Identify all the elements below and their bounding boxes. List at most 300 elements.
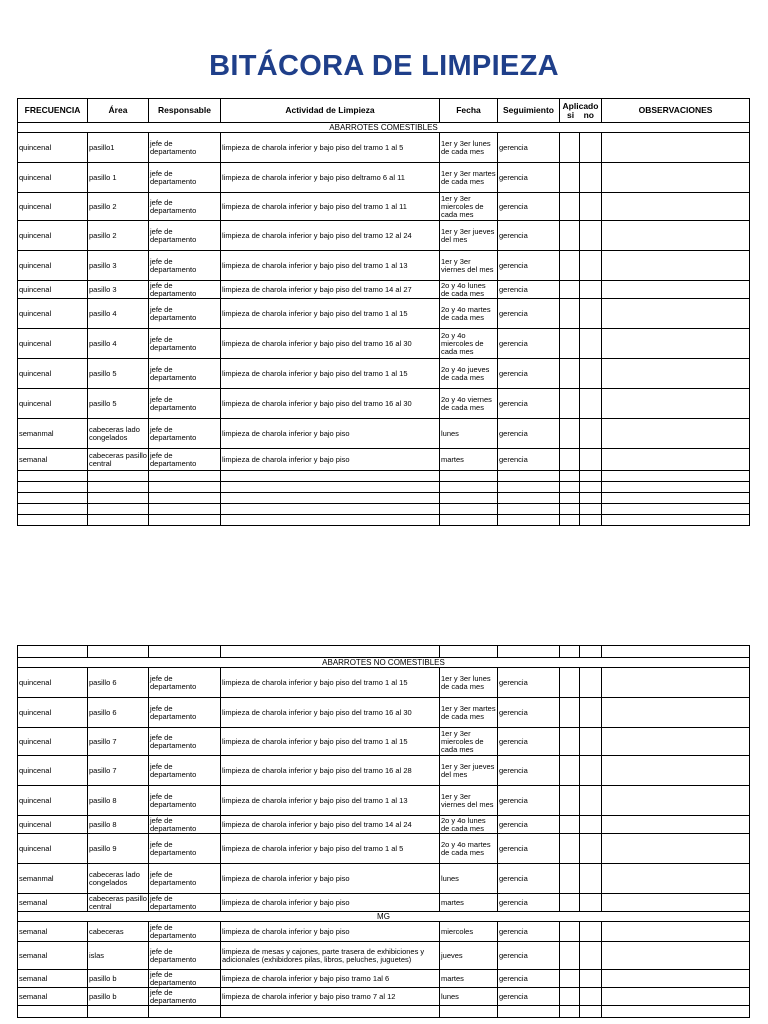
empty-cell[interactable] xyxy=(18,515,88,526)
empty-cell[interactable] xyxy=(149,482,221,493)
aplicado-no-cell[interactable] xyxy=(580,419,602,449)
table-row xyxy=(18,894,750,912)
empty-cell[interactable] xyxy=(498,493,560,504)
empty-cell[interactable] xyxy=(221,482,440,493)
header-aplicado xyxy=(560,99,602,123)
empty-cell[interactable] xyxy=(560,471,580,482)
seguimiento-cell: gerencia xyxy=(498,894,560,912)
observaciones-cell[interactable] xyxy=(602,988,750,1006)
empty-cell[interactable] xyxy=(149,504,221,515)
responsable-cell: jefe de departamento xyxy=(149,786,221,816)
empty-cell[interactable] xyxy=(440,493,498,504)
observaciones-cell[interactable] xyxy=(602,163,750,193)
empty-cell[interactable] xyxy=(88,515,149,526)
empty-cell[interactable] xyxy=(580,493,602,504)
observaciones-cell[interactable] xyxy=(602,389,750,419)
responsable-cell: jefe de departamento xyxy=(149,816,221,834)
area-cell: pasillo 4 xyxy=(88,299,149,329)
fecha-cell: martes xyxy=(440,894,498,912)
aplicado-no-cell[interactable] xyxy=(580,894,602,912)
aplicado-no-cell[interactable] xyxy=(580,281,602,299)
empty-cell[interactable] xyxy=(580,471,602,482)
frecuencia-cell: quincenal xyxy=(18,281,88,299)
responsable-cell: jefe de departamento xyxy=(149,988,221,1006)
aplicado-no-cell[interactable] xyxy=(580,163,602,193)
empty-cell[interactable] xyxy=(498,646,560,658)
fecha-cell: 1er y 3er jueves del mes xyxy=(440,221,498,251)
table-row xyxy=(18,864,750,894)
aplicado-si-cell[interactable] xyxy=(560,786,580,816)
empty-cell[interactable] xyxy=(221,515,440,526)
frecuencia-cell: semanal xyxy=(18,988,88,1006)
empty-row xyxy=(18,482,750,493)
aplicado-si-cell[interactable] xyxy=(560,419,580,449)
aplicado-no-cell[interactable] xyxy=(580,786,602,816)
fecha-cell: 1er y 3er viernes del mes xyxy=(440,251,498,281)
responsable-cell: jefe de departamento xyxy=(149,894,221,912)
empty-cell[interactable] xyxy=(18,493,88,504)
empty-cell[interactable] xyxy=(560,646,580,658)
actividad-cell: limpieza de charola inferior y bajo piso tramo 7 al 12 xyxy=(221,988,440,1006)
table-row xyxy=(18,698,750,728)
table-row xyxy=(18,668,750,698)
fecha-cell: lunes xyxy=(440,988,498,1006)
aplicado-si-cell[interactable] xyxy=(560,133,580,163)
observaciones-cell[interactable] xyxy=(602,864,750,894)
aplicado-si-cell[interactable] xyxy=(560,359,580,389)
actividad-cell: limpieza de charola inferior y bajo piso xyxy=(221,922,440,942)
seguimiento-cell: gerencia xyxy=(498,834,560,864)
observaciones-cell[interactable] xyxy=(602,894,750,912)
table-row xyxy=(18,163,750,193)
aplicado-si-cell[interactable] xyxy=(560,922,580,942)
aplicado-no-cell[interactable] xyxy=(580,251,602,281)
fecha-cell: lunes xyxy=(440,419,498,449)
empty-cell[interactable] xyxy=(560,504,580,515)
fecha-cell: 2o y 4o jueves de cada mes xyxy=(440,359,498,389)
empty-cell[interactable] xyxy=(498,471,560,482)
observaciones-cell[interactable] xyxy=(602,193,750,221)
area-cell: pasillo 3 xyxy=(88,281,149,299)
empty-cell[interactable] xyxy=(440,646,498,658)
responsable-cell: jefe de departamento xyxy=(149,389,221,419)
table-row xyxy=(18,970,750,988)
observaciones-cell[interactable] xyxy=(602,251,750,281)
aplicado-si-cell[interactable] xyxy=(560,864,580,894)
aplicado-no-cell[interactable] xyxy=(580,698,602,728)
actividad-cell: limpieza de charola inferior y bajo piso del tramo 16 al 28 xyxy=(221,756,440,786)
aplicado-si-cell[interactable] xyxy=(560,281,580,299)
empty-cell[interactable] xyxy=(88,504,149,515)
actividad-cell: limpieza de charola inferior y bajo piso deltramo 6 al 11 xyxy=(221,163,440,193)
aplicado-si-cell[interactable] xyxy=(560,163,580,193)
header-si-no xyxy=(561,111,600,120)
seguimiento-cell: gerencia xyxy=(498,449,560,471)
aplicado-no-cell[interactable] xyxy=(580,221,602,251)
empty-cell[interactable] xyxy=(580,482,602,493)
seguimiento-cell: gerencia xyxy=(498,163,560,193)
aplicado-no-cell[interactable] xyxy=(580,864,602,894)
empty-cell[interactable] xyxy=(602,646,750,658)
responsable-cell: jefe de departamento xyxy=(149,864,221,894)
area-cell: pasillo1 xyxy=(88,133,149,163)
observaciones-cell[interactable] xyxy=(602,942,750,970)
empty-cell[interactable] xyxy=(580,504,602,515)
observaciones-cell[interactable] xyxy=(602,816,750,834)
empty-cell[interactable] xyxy=(149,515,221,526)
aplicado-si-cell[interactable] xyxy=(560,389,580,419)
empty-cell[interactable] xyxy=(18,482,88,493)
aplicado-no-cell[interactable] xyxy=(580,299,602,329)
aplicado-no-cell[interactable] xyxy=(580,756,602,786)
seguimiento-cell: gerencia xyxy=(498,359,560,389)
seguimiento-cell: gerencia xyxy=(498,816,560,834)
aplicado-si-cell[interactable] xyxy=(560,698,580,728)
empty-cell[interactable] xyxy=(602,1006,750,1018)
table-row xyxy=(18,329,750,359)
frecuencia-cell: quincenal xyxy=(18,816,88,834)
header-observaciones: OBSERVACIONES xyxy=(602,99,750,123)
seguimiento-cell: gerencia xyxy=(498,698,560,728)
responsable-cell: jefe de departamento xyxy=(149,251,221,281)
aplicado-no-cell[interactable] xyxy=(580,728,602,756)
empty-row xyxy=(18,504,750,515)
empty-cell[interactable] xyxy=(602,515,750,526)
fecha-cell: 2o y 4o martes de cada mes xyxy=(440,834,498,864)
empty-cell[interactable] xyxy=(498,515,560,526)
aplicado-si-cell[interactable] xyxy=(560,449,580,471)
aplicado-si-cell[interactable] xyxy=(560,728,580,756)
observaciones-cell[interactable] xyxy=(602,834,750,864)
empty-cell[interactable] xyxy=(498,1006,560,1018)
empty-row xyxy=(18,471,750,482)
seguimiento-cell: gerencia xyxy=(498,133,560,163)
aplicado-no-cell[interactable] xyxy=(580,834,602,864)
observaciones-cell[interactable] xyxy=(602,728,750,756)
empty-cell[interactable] xyxy=(18,646,88,658)
table-row xyxy=(18,922,750,942)
seguimiento-cell: gerencia xyxy=(498,942,560,970)
cleaning-log-table-1 xyxy=(17,98,750,526)
responsable-cell: jefe de departamento xyxy=(149,756,221,786)
aplicado-si-cell[interactable] xyxy=(560,970,580,988)
frecuencia-cell: quincenal xyxy=(18,221,88,251)
aplicado-si-cell[interactable] xyxy=(560,251,580,281)
aplicado-si-cell[interactable] xyxy=(560,329,580,359)
frecuencia-cell: semanmal xyxy=(18,864,88,894)
aplicado-no-cell[interactable] xyxy=(580,668,602,698)
empty-cell[interactable] xyxy=(602,504,750,515)
frecuencia-cell: semanal xyxy=(18,449,88,471)
empty-cell[interactable] xyxy=(602,471,750,482)
actividad-cell: limpieza de charola inferior y bajo piso xyxy=(221,449,440,471)
table-row xyxy=(18,728,750,756)
actividad-cell: limpieza de charola inferior y bajo piso del tramo 12 al 24 xyxy=(221,221,440,251)
seguimiento-cell: gerencia xyxy=(498,419,560,449)
empty-cell[interactable] xyxy=(221,471,440,482)
area-cell: pasillo 5 xyxy=(88,359,149,389)
empty-cell[interactable] xyxy=(149,471,221,482)
seguimiento-cell: gerencia xyxy=(498,251,560,281)
aplicado-si-cell[interactable] xyxy=(560,988,580,1006)
seguimiento-cell: gerencia xyxy=(498,922,560,942)
empty-cell[interactable] xyxy=(498,482,560,493)
fecha-cell: 1er y 3er jueves del mes xyxy=(440,756,498,786)
aplicado-si-cell[interactable] xyxy=(560,894,580,912)
frecuencia-cell: semanal xyxy=(18,922,88,942)
header-frecuencia: FRECUENCIA xyxy=(18,99,88,123)
responsable-cell: jefe de departamento xyxy=(149,281,221,299)
actividad-cell: limpieza de charola inferior y bajo piso del tramo 1 al 5 xyxy=(221,133,440,163)
aplicado-no-cell[interactable] xyxy=(580,133,602,163)
fecha-cell: 1er y 3er miercoles de cada mes xyxy=(440,193,498,221)
empty-row xyxy=(18,646,750,658)
frecuencia-cell: semanal xyxy=(18,894,88,912)
seguimiento-cell: gerencia xyxy=(498,728,560,756)
responsable-cell: jefe de departamento xyxy=(149,449,221,471)
empty-cell[interactable] xyxy=(440,471,498,482)
frecuencia-cell: quincenal xyxy=(18,389,88,419)
responsable-cell: jefe de departamento xyxy=(149,221,221,251)
frecuencia-cell: quincenal xyxy=(18,193,88,221)
actividad-cell: limpieza de charola inferior y bajo piso del tramo 16 al 30 xyxy=(221,698,440,728)
responsable-cell: jefe de departamento xyxy=(149,163,221,193)
aplicado-si-cell[interactable] xyxy=(560,221,580,251)
aplicado-si-cell[interactable] xyxy=(560,834,580,864)
actividad-cell: limpieza de mesas y cajones, parte trasera de exhibiciones y adicionales (exhibidores pilas, libros, peluches, juguetes) xyxy=(221,942,440,970)
cleaning-log-table-2 xyxy=(17,645,750,1018)
actividad-cell: limpieza de charola inferior y bajo piso tramo 1al 6 xyxy=(221,970,440,988)
fecha-cell: 2o y 4o martes de cada mes xyxy=(440,299,498,329)
header-seguimiento: Seguimiento xyxy=(498,99,560,123)
actividad-cell: limpieza de charola inferior y bajo piso del tramo 1 al 11 xyxy=(221,193,440,221)
empty-cell[interactable] xyxy=(88,1006,149,1018)
aplicado-no-cell[interactable] xyxy=(580,970,602,988)
seguimiento-cell: gerencia xyxy=(498,221,560,251)
observaciones-cell[interactable] xyxy=(602,329,750,359)
frecuencia-cell: semanal xyxy=(18,970,88,988)
empty-cell[interactable] xyxy=(88,471,149,482)
empty-cell[interactable] xyxy=(221,646,440,658)
area-cell: cabeceras pasillo central xyxy=(89,893,147,911)
seguimiento-cell: gerencia xyxy=(498,970,560,988)
fecha-cell: 2o y 4o lunes de cada mes xyxy=(440,281,498,299)
aplicado-no-cell[interactable] xyxy=(580,449,602,471)
aplicado-no-cell[interactable] xyxy=(580,988,602,1006)
frecuencia-cell: quincenal xyxy=(18,359,88,389)
responsable-cell: jefe de departamento xyxy=(149,834,221,864)
aplicado-si-cell[interactable] xyxy=(560,816,580,834)
empty-row xyxy=(18,515,750,526)
seguimiento-cell: gerencia xyxy=(498,668,560,698)
empty-cell[interactable] xyxy=(498,504,560,515)
aplicado-no-cell[interactable] xyxy=(580,922,602,942)
observaciones-cell[interactable] xyxy=(602,133,750,163)
area-cell: islas xyxy=(88,942,149,970)
responsable-cell: jefe de departamento xyxy=(149,942,221,970)
header-aplicado-label: Aplicado xyxy=(562,100,599,111)
section-title: MG xyxy=(18,912,750,922)
empty-cell[interactable] xyxy=(602,482,750,493)
empty-cell[interactable] xyxy=(440,515,498,526)
empty-cell[interactable] xyxy=(580,1006,602,1018)
section-title: ABARROTES COMESTIBLES xyxy=(18,123,750,133)
empty-row xyxy=(18,493,750,504)
fecha-cell: 2o y 4o viernes de cada mes xyxy=(440,389,498,419)
responsable-cell: jefe de departamento xyxy=(149,419,221,449)
table-row xyxy=(18,419,750,449)
aplicado-no-cell[interactable] xyxy=(580,942,602,970)
empty-cell[interactable] xyxy=(149,646,221,658)
actividad-cell: limpieza de charola inferior y bajo piso del tramo 1 al 15 xyxy=(221,728,440,756)
empty-cell[interactable] xyxy=(560,1006,580,1018)
area-cell: pasillo 9 xyxy=(88,834,149,864)
observaciones-cell[interactable] xyxy=(602,359,750,389)
actividad-cell: limpieza de charola inferior y bajo piso del tramo 16 al 30 xyxy=(221,329,440,359)
responsable-cell: jefe de departamento xyxy=(149,668,221,698)
seguimiento-cell: gerencia xyxy=(498,756,560,786)
seguimiento-cell: gerencia xyxy=(498,281,560,299)
frecuencia-cell: quincenal xyxy=(18,329,88,359)
observaciones-cell[interactable] xyxy=(602,281,750,299)
empty-cell[interactable] xyxy=(560,482,580,493)
area-cell: cabeceras xyxy=(88,922,149,942)
seguimiento-cell: gerencia xyxy=(498,988,560,1006)
aplicado-no-cell[interactable] xyxy=(580,389,602,419)
table-row xyxy=(18,359,750,389)
empty-cell[interactable] xyxy=(18,504,88,515)
actividad-cell: limpieza de charola inferior y bajo piso xyxy=(221,864,440,894)
responsable-cell: jefe de departamento xyxy=(149,133,221,163)
empty-cell[interactable] xyxy=(88,482,149,493)
frecuencia-cell: quincenal xyxy=(18,834,88,864)
empty-cell[interactable] xyxy=(580,646,602,658)
observaciones-cell[interactable] xyxy=(602,419,750,449)
area-cell: pasillo 8 xyxy=(88,816,149,834)
table-row xyxy=(18,756,750,786)
seguimiento-cell: gerencia xyxy=(498,864,560,894)
responsable-cell: jefe de departamento xyxy=(149,698,221,728)
observaciones-cell[interactable] xyxy=(602,449,750,471)
actividad-cell: limpieza de charola inferior y bajo piso del tramo 1 al 13 xyxy=(221,251,440,281)
actividad-cell: limpieza de charola inferior y bajo piso xyxy=(221,894,440,912)
seguimiento-cell: gerencia xyxy=(498,299,560,329)
aplicado-si-cell[interactable] xyxy=(560,193,580,221)
aplicado-si-cell[interactable] xyxy=(560,942,580,970)
area-cell: cabeceras pasillo central xyxy=(88,449,149,471)
aplicado-si-cell[interactable] xyxy=(560,299,580,329)
area-cell: pasillo 1 xyxy=(88,163,149,193)
observaciones-cell[interactable] xyxy=(602,970,750,988)
seguimiento-cell: gerencia xyxy=(498,329,560,359)
empty-cell[interactable] xyxy=(440,482,498,493)
table-row xyxy=(18,133,750,163)
area-cell: pasillo b xyxy=(88,970,149,988)
empty-cell[interactable] xyxy=(149,493,221,504)
empty-cell[interactable] xyxy=(560,515,580,526)
responsable-cell: jefe de departamento xyxy=(149,922,221,942)
empty-cell[interactable] xyxy=(221,1006,440,1018)
area-cell: pasillo 7 xyxy=(88,756,149,786)
section-row xyxy=(18,658,750,668)
table-row xyxy=(18,786,750,816)
empty-cell[interactable] xyxy=(88,646,149,658)
seguimiento-cell: gerencia xyxy=(498,389,560,419)
section-title: ABARROTES NO COMESTIBLES xyxy=(18,658,750,668)
area-cell: pasillo 3 xyxy=(88,251,149,281)
empty-cell[interactable] xyxy=(602,493,750,504)
frecuencia-cell: semanal xyxy=(18,942,88,970)
aplicado-no-cell[interactable] xyxy=(580,816,602,834)
empty-cell[interactable] xyxy=(440,504,498,515)
empty-cell[interactable] xyxy=(18,471,88,482)
empty-cell[interactable] xyxy=(221,504,440,515)
area-cell: pasillo 6 xyxy=(88,698,149,728)
frecuencia-cell: quincenal xyxy=(18,133,88,163)
header-no: no xyxy=(583,109,594,120)
area-cell: pasillo 8 xyxy=(88,786,149,816)
table-row xyxy=(18,816,750,834)
table-row xyxy=(18,251,750,281)
aplicado-no-cell[interactable] xyxy=(580,329,602,359)
observaciones-cell[interactable] xyxy=(602,786,750,816)
empty-cell[interactable] xyxy=(88,493,149,504)
responsable-cell: jefe de departamento xyxy=(149,329,221,359)
empty-cell[interactable] xyxy=(440,1006,498,1018)
observaciones-cell[interactable] xyxy=(602,922,750,942)
area-cell: pasillo b xyxy=(88,988,149,1006)
aplicado-si-cell[interactable] xyxy=(560,668,580,698)
empty-cell[interactable] xyxy=(149,1006,221,1018)
area-cell: pasillo 4 xyxy=(88,329,149,359)
area-cell: pasillo 6 xyxy=(88,668,149,698)
empty-cell[interactable] xyxy=(221,493,440,504)
observaciones-cell[interactable] xyxy=(602,698,750,728)
area-cell: pasillo 5 xyxy=(88,389,149,419)
observaciones-cell[interactable] xyxy=(602,221,750,251)
responsable-cell: jefe de departamento xyxy=(149,728,221,756)
area-cell: pasillo 7 xyxy=(88,728,149,756)
table-row xyxy=(18,834,750,864)
actividad-cell: limpieza de charola inferior y bajo piso del tramo 1 al 15 xyxy=(221,359,440,389)
observaciones-cell[interactable] xyxy=(602,299,750,329)
area-cell: pasillo 2 xyxy=(88,221,149,251)
aplicado-no-cell[interactable] xyxy=(580,359,602,389)
actividad-cell: limpieza de charola inferior y bajo piso del tramo 1 al 15 xyxy=(221,299,440,329)
responsable-cell: jefe de departamento xyxy=(149,359,221,389)
empty-cell[interactable] xyxy=(560,493,580,504)
frecuencia-cell: quincenal xyxy=(18,251,88,281)
frecuencia-cell: quincenal xyxy=(18,698,88,728)
header-actividad: Actividad de Limpieza xyxy=(221,99,440,123)
aplicado-si-cell[interactable] xyxy=(560,756,580,786)
actividad-cell: limpieza de charola inferior y bajo piso xyxy=(221,419,440,449)
fecha-cell: jueves xyxy=(440,942,498,970)
header-responsable: Responsable xyxy=(149,99,221,123)
frecuencia-cell: quincenal xyxy=(18,786,88,816)
actividad-cell: limpieza de charola inferior y bajo piso del tramo 1 al 13 xyxy=(221,786,440,816)
observaciones-cell[interactable] xyxy=(602,668,750,698)
aplicado-no-cell[interactable] xyxy=(580,193,602,221)
frecuencia-cell: quincenal xyxy=(18,728,88,756)
responsable-cell: jefe de departamento xyxy=(149,299,221,329)
observaciones-cell[interactable] xyxy=(602,756,750,786)
empty-cell[interactable] xyxy=(580,515,602,526)
table-row xyxy=(18,942,750,970)
section-row xyxy=(18,912,750,922)
header-area: Área xyxy=(88,99,149,123)
empty-cell[interactable] xyxy=(18,1006,88,1018)
